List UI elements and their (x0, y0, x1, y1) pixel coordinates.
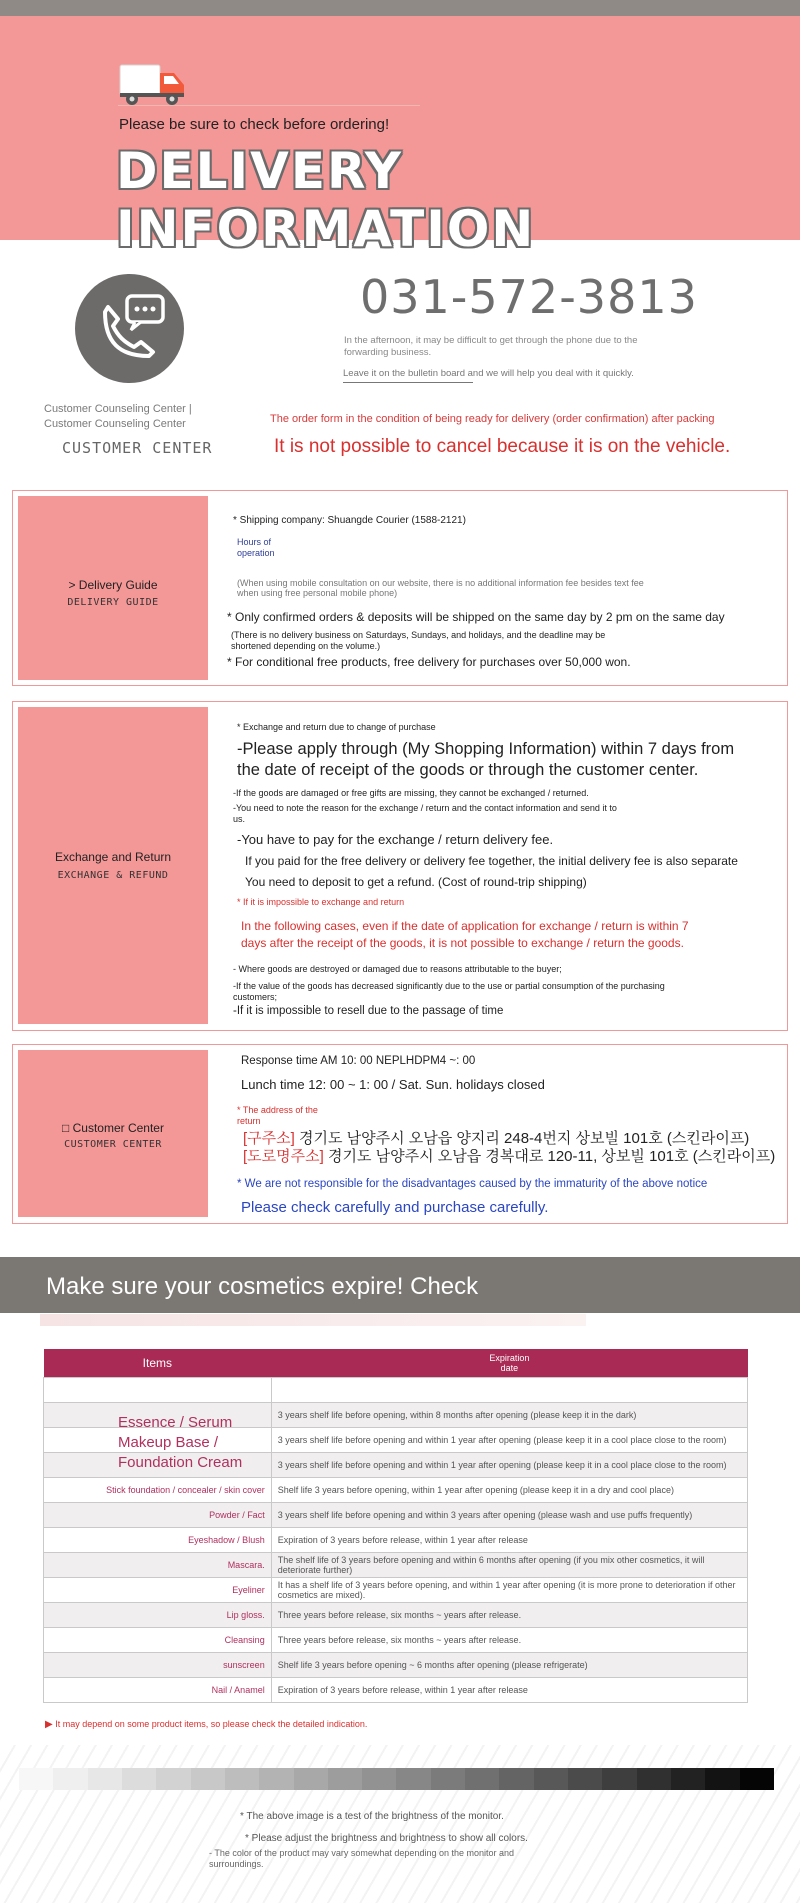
free-delivery-note: * For conditional free products, free delivery for purchases over 50,000 won. (227, 655, 631, 669)
deposit-note: You need to deposit to get a refund. (Cost of round-trip shipping) (245, 875, 587, 889)
exchange-return-label-en: EXCHANGE & REFUND (57, 870, 169, 881)
table-row (44, 1552, 748, 1577)
fee-note-2: when using free personal mobile phone) (237, 588, 398, 598)
road-address-tag: [도로명주소] (243, 1148, 324, 1165)
expiration-column-header (271, 1349, 747, 1377)
phone-number[interactable]: 031-572-3813 (360, 270, 698, 324)
apply-note-2: the date of receipt of the goods or through the customer center. (237, 761, 699, 779)
delivery-guide-panel (18, 496, 208, 680)
expiration-table (43, 1349, 748, 1703)
table-row (44, 1527, 748, 1552)
brightness-swatch (740, 1768, 774, 1790)
delivery-guide-box (12, 490, 788, 686)
expiration-cell: Expiration of 3 years before release, within 1 year after release (271, 1677, 747, 1702)
expiration-cell: 3 years shelf life before opening and within 1 year after opening (please keep it in a cool place close to the room) (271, 1427, 747, 1452)
hero-subtitle: Please be sure to check before ordering! (119, 116, 390, 133)
hero-banner (0, 16, 800, 258)
brightness-swatch (156, 1768, 190, 1790)
brightness-swatch (534, 1768, 568, 1790)
brightness-test-strip (19, 1768, 774, 1790)
impossible-heading: * If it is impossible to exchange and return (237, 897, 405, 907)
bulletin-underline (343, 382, 473, 383)
value-decreased-note-2: customers; (233, 992, 278, 1002)
impossible-cases-2: days after the receipt of the goods, it is not possible to exchange / return the goods. (241, 936, 684, 950)
exchange-return-label: Exchange and Return (54, 850, 172, 864)
lunch-time: Lunch time 12: 00 ~ 1: 00 / Sat. Sun. holidays closed (241, 1077, 545, 1092)
value-decreased-note: -If the value of the goods has decreased significantly due to the use or partial consumption of the purchasing (233, 981, 665, 991)
expiration-cell: 3 years shelf life before opening and within 3 years after opening (please wash and use puffs frequently) (271, 1502, 747, 1527)
brightness-swatch (705, 1768, 739, 1790)
pay-fee-note: -You have to pay for the exchange / return delivery fee. (237, 832, 554, 847)
table-row (44, 1602, 748, 1627)
expiration-header-line-1: Expiration (489, 1352, 530, 1363)
table-row (44, 1627, 748, 1652)
brightness-swatch (191, 1768, 225, 1790)
item-cell: Stick foundation / concealer / skin cover (44, 1477, 272, 1502)
exchange-return-box (12, 701, 788, 1031)
item-cell: Lip gloss. (44, 1602, 272, 1627)
customer-center-box (12, 1044, 788, 1224)
old-address-tag: [구주소] (243, 1130, 295, 1147)
disclaimer-note: * We are not responsible for the disadvantages caused by the immaturity of the above notice (237, 1178, 708, 1190)
expiration-cell: Three years before release, six months ~ years after release. (271, 1627, 747, 1652)
hours-label: Hours of (237, 537, 272, 547)
hero-divider (118, 105, 420, 106)
brightness-swatch (53, 1768, 87, 1790)
apply-note: -Please apply through (My Shopping Information) within 7 days from (237, 740, 735, 758)
shipping-company: * Shipping company: Shuangde Courier (1588-2121) (233, 515, 466, 526)
brightness-swatch (88, 1768, 122, 1790)
brightness-note-2: * Please adjust the brightness and brightness to show all colors. (245, 1833, 528, 1844)
item-cell: Nail / Anamel (44, 1677, 272, 1702)
phone-chat-icon (75, 274, 184, 383)
brightness-swatch (431, 1768, 465, 1790)
brightness-swatch (328, 1768, 362, 1790)
item-cell: Eyeshadow / Blush (44, 1527, 272, 1552)
brightness-swatch (568, 1768, 602, 1790)
brightness-note-2-text: Please adjust the brightness and brightness to show all colors. (251, 1833, 528, 1844)
customer-center-label-en: CUSTOMER CENTER (64, 1139, 162, 1150)
brightness-swatch (637, 1768, 671, 1790)
expiration-cell: It has a shelf life of 3 years before opening, and within 1 year after opening (it is more prone to deterioration if other cosmetics are mixed). (271, 1577, 747, 1602)
reason-note: -You need to note the reason for the exchange / return and the contact information and send it to (233, 803, 617, 813)
table-row (44, 1652, 748, 1677)
item-cell (44, 1377, 272, 1402)
no-business-note: (There is no delivery business on Saturdays, Sundays, and holidays, and the deadline may be (231, 630, 606, 640)
cosmetics-title: Make sure your cosmetics expire! Check (46, 1273, 479, 1300)
cosmetics-title-shadow (40, 1314, 586, 1326)
table-row (44, 1477, 748, 1502)
detail-footnote (45, 1719, 367, 1730)
impossible-cases: In the following cases, even if the date of application for exchange / return is within 7 (241, 919, 689, 933)
order-form-note: The order form in the condition of being ready for delivery (order confirmation) after packing (270, 413, 715, 425)
customer-center-label: □ Customer Center (62, 1121, 164, 1135)
expiration-cell: Shelf life 3 years before opening, within 1 year after opening (please keep it in a dry and cool place) (271, 1477, 747, 1502)
essence-base-foundation-label: Essence / Serum Makeup Base / Foundation Cream (118, 1414, 243, 1471)
footnote-text: It may depend on some product items, so please check the detailed indication. (55, 1719, 368, 1729)
brightness-swatch (362, 1768, 396, 1790)
brightness-note-1: * The above image is a test of the brightness of the monitor. (240, 1811, 504, 1822)
return-address-heading-2: return (237, 1116, 261, 1126)
item-cell: Mascara. (44, 1552, 272, 1577)
item-cell: Cleansing (44, 1627, 272, 1652)
brightness-swatch (499, 1768, 533, 1790)
items-column-header: Items (44, 1349, 272, 1377)
cancel-warning: It is not possible to cancel because it is on the vehicle. (274, 436, 731, 457)
free-fee-note: If you paid for the free delivery or delivery fee together, the initial delivery fee is also separate (245, 854, 738, 868)
table-row (44, 1677, 748, 1702)
customer-center-panel (18, 1050, 208, 1217)
brightness-note-1-text: The above image is a test of the brightness of the monitor. (246, 1811, 504, 1822)
truck-icon (118, 63, 192, 107)
item-cell: sunscreen (44, 1652, 272, 1677)
expiration-cell: Shelf life 3 years before opening ~ 6 months after opening (please refrigerate) (271, 1652, 747, 1677)
destroyed-note: - Where goods are destroyed or damaged due to reasons attributable to the buyer; (233, 964, 562, 974)
counseling-center-label: Customer Counseling Center | Customer Counseling Center (44, 403, 192, 430)
brightness-swatch (396, 1768, 430, 1790)
delivery-guide-label-en: DELIVERY GUIDE (67, 597, 159, 608)
hero-title: DELIVERY INFORMATION (116, 142, 536, 258)
exchange-heading: * Exchange and return due to change of purchase (237, 722, 436, 732)
no-business-note-2: shortened depending on the volume.) (231, 641, 381, 651)
top-strip (0, 0, 800, 16)
table-row (44, 1377, 748, 1402)
brightness-swatch (122, 1768, 156, 1790)
check-carefully-note: Please check carefully and purchase carefully. (241, 1199, 549, 1216)
table-row (44, 1502, 748, 1527)
brightness-swatch (602, 1768, 636, 1790)
same-day-shipping: * Only confirmed orders & deposits will be shipped on the same day by 2 pm on the same day (227, 610, 725, 624)
brightness-swatch (294, 1768, 328, 1790)
brightness-swatch (19, 1768, 53, 1790)
missing-goods-note: -If the goods are damaged or free gifts are missing, they cannot be exchanged / returned. (233, 788, 589, 798)
road-address (243, 1145, 775, 1166)
table-header-row (44, 1349, 748, 1377)
contact-section (0, 240, 800, 485)
expiration-cell (271, 1377, 747, 1402)
customer-center-title: CUSTOMER CENTER (62, 439, 213, 457)
expiration-cell: Three years before release, six months ~ years after release. (271, 1602, 747, 1627)
response-time: Response time AM 10: 00 NEPLHDPM4 ~: 00 (241, 1055, 476, 1067)
fee-note: (When using mobile consultation on our website, there is no additional information fee besides text fee (237, 578, 644, 588)
resell-note: -If it is impossible to resell due to the passage of time (233, 1005, 504, 1017)
bulletin-board-note[interactable]: Leave it on the bulletin board and we will help you deal with it quickly. (343, 368, 634, 379)
phone-note: In the afternoon, it may be difficult to get through the phone due to the forwarding business. (344, 335, 638, 358)
delivery-guide-label: > Delivery Guide (68, 578, 158, 592)
old-address-text: 경기도 남양주시 오남읍 양지리 248-4번지 상보빌 101호 (스킨라이프) (298, 1130, 750, 1147)
brightness-swatch (259, 1768, 293, 1790)
expiration-cell: 3 years shelf life before opening and within 1 year after opening (please keep it in a cool place close to the room) (271, 1452, 747, 1477)
road-address-text: 경기도 남양주시 오남읍 경복대로 120-11, 상보빌 101호 (스킨라이프) (327, 1148, 776, 1165)
brightness-note-3: - The color of the product may vary somewhat depending on the monitor and surroundings. (209, 1848, 515, 1869)
exchange-return-panel (18, 707, 208, 1024)
reason-note-2: us. (233, 814, 246, 824)
expiration-cell: Expiration of 3 years before release, within 1 year after release (271, 1527, 747, 1552)
brightness-swatch (465, 1768, 499, 1790)
item-cell: Powder / Fact (44, 1502, 272, 1527)
return-address-heading: * The address of the (237, 1105, 318, 1115)
brightness-swatch (671, 1768, 705, 1790)
item-cell: Eyeliner (44, 1577, 272, 1602)
table-row (44, 1577, 748, 1602)
brightness-swatch (225, 1768, 259, 1790)
arrow-right-icon: ▶ (45, 1719, 53, 1730)
expiration-cell: The shelf life of 3 years before opening and within 6 months after opening (if you mix other cosmetics, it will deteriorate further) (271, 1552, 747, 1577)
expiration-cell: 3 years shelf life before opening, within 8 months after opening (please keep it in the dark) (271, 1402, 747, 1427)
expiration-header-line-2: date (500, 1362, 519, 1373)
hours-label-2: operation (237, 548, 275, 558)
